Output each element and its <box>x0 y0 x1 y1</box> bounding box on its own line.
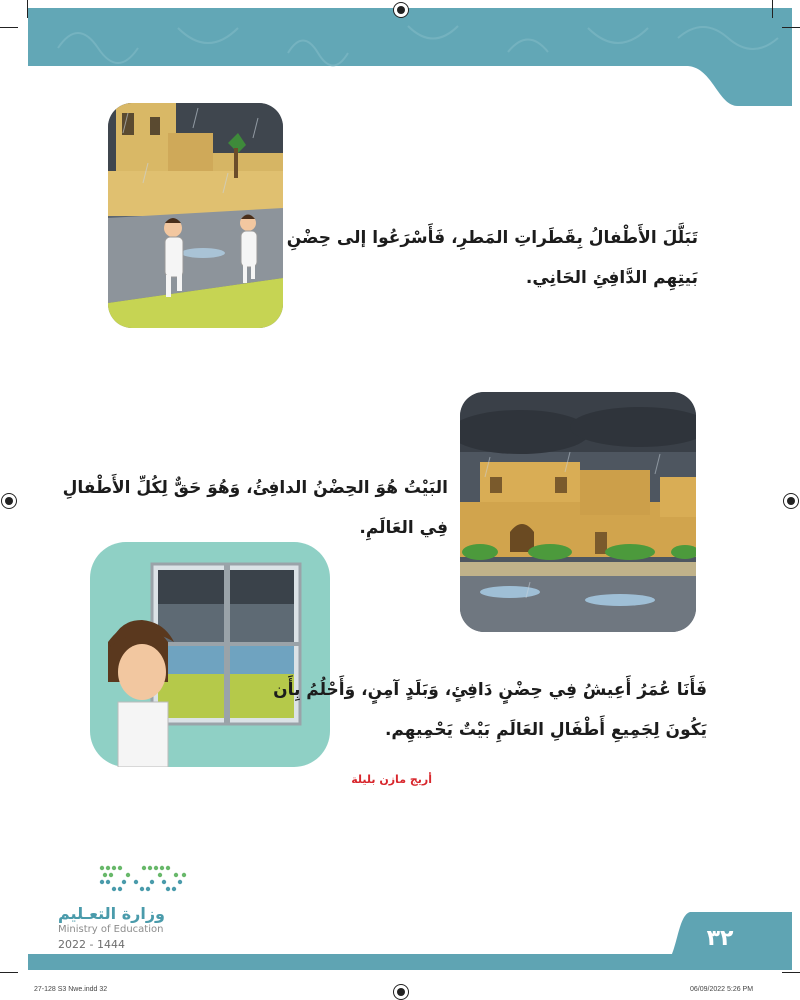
crop-mark <box>782 27 800 28</box>
author-name: أريج مازن بليلة <box>351 773 432 786</box>
bottom-band <box>28 954 792 970</box>
illustration-children-running <box>108 103 283 328</box>
paragraph-2-line-1: البَيْتُ هُوَ الحِضْنُ الدافِئُ، وَهُوَ حَقٌّ لِكُلِّ الأَطْفالِ <box>62 478 448 498</box>
crop-mark <box>772 0 773 18</box>
crop-mark <box>27 0 28 18</box>
header-band <box>28 8 792 106</box>
paragraph-1-line-2: بَيتِهِم الدَّافِئِ الحَانِي. <box>525 268 698 288</box>
registration-mark-icon <box>393 2 409 18</box>
paragraph-1-line-1: تَبَلَّلَ الأَطْفالُ بِقَطَراتِ المَطرِ، فَأَسْرَعُوا إلى حِضْنِ <box>286 228 698 248</box>
crop-mark <box>0 972 18 973</box>
ministry-name-arabic: وزارة التعـليم <box>58 904 165 923</box>
paragraph-3-line-2: يَكُونَ لِجَمِيعِ أَطْفَالِ العَالَمِ بَيْتٌ يَحْمِيهِم. <box>384 720 707 740</box>
registration-mark-icon <box>393 984 409 1000</box>
illustration-houses-rain <box>460 392 696 632</box>
paragraph-3-line-1: فَأَنَا عُمَرُ أَعِيشُ فِي حِضْنٍ دَافِئٍ، وَبَلَدٍ آمِنٍ، وَأَحْلُمُ بِأَن <box>273 680 707 700</box>
paragraph-2-line-2: فِي العَالَمِ. <box>359 518 448 538</box>
ministry-name-english: Ministry of Education <box>58 924 164 935</box>
registration-mark-icon <box>783 493 799 509</box>
crop-mark <box>0 27 18 28</box>
paragraph-1 <box>278 218 698 298</box>
page-number: ٣٢ <box>706 926 734 951</box>
crop-mark <box>782 972 800 973</box>
slug-date: 06/09/2022 5:26 PM <box>690 986 754 993</box>
registration-mark-icon <box>1 493 17 509</box>
ministry-year: 2022 - 1444 <box>58 938 125 951</box>
paragraph-3 <box>267 670 707 750</box>
paragraph-2 <box>38 468 448 548</box>
slug-file: 27-128 S3 Nwe.indd 32 <box>34 986 108 993</box>
ministry-dots-logo-icon <box>98 864 190 894</box>
